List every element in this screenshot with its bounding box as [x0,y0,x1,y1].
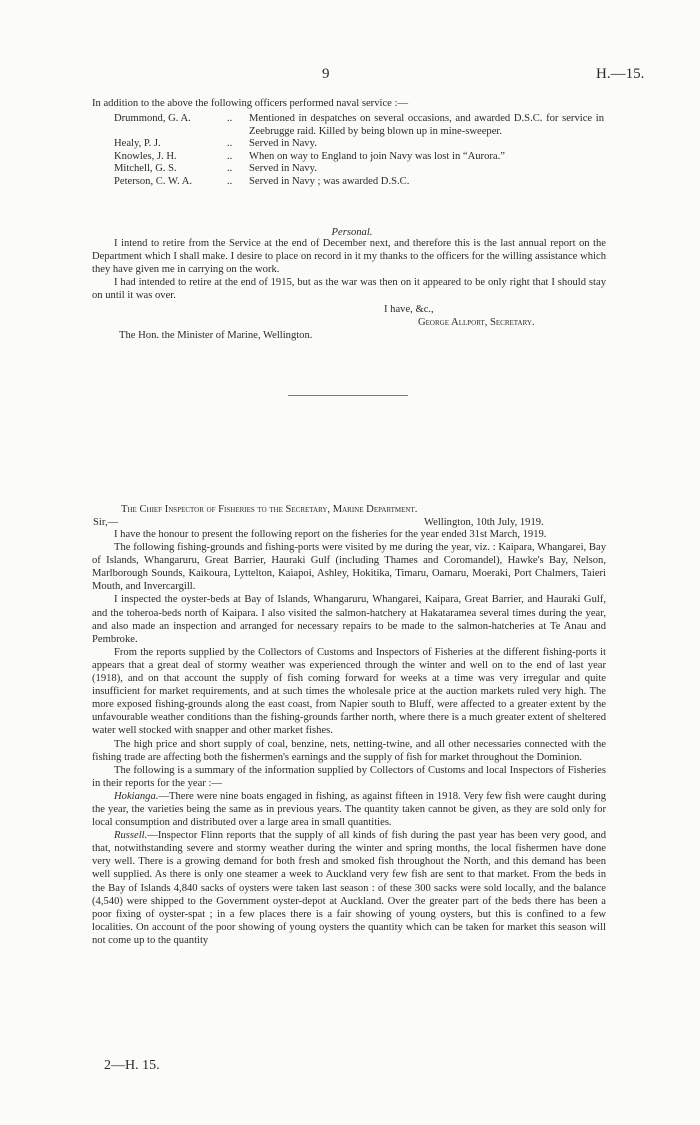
salutation: Sir,— [93,517,119,528]
officers-table [114,113,604,189]
table-row [114,113,604,138]
leader-dots: .. [227,150,233,162]
signature: George Allport, Secretary. [418,317,535,328]
leader-dots: .. [227,138,233,150]
document-reference: H.—15. [596,66,645,82]
paragraph: From the reports supplied by the Collectors of Customs and Inspectors of Fisheries at the different fishing-ports it appears that a great deal of stormy weather was experienced through the winter and well on to the end of last year (1918), and on that account the supply of fish coming forward for weeks at a time was very irregular and quite insufficient for market requirements, and at such times the wholesale price at the auction markets ruled very high. The more exposed fishing-grounds along the east coast, from Napier south to Bluff, were affected to a greater extent by the unfavourable weather conditions than the fishing-grounds farther north, where there is a much greater extent of sheltered water well stocked with snapper and other market fishes. [92,646,606,737]
officer-name: Drummond, G. A. [114,113,191,124]
signature-mark: 2—H. 15. [104,1058,160,1073]
paragraph-text: —There were nine boats engaged in fishing, as against fifteen in 1918. Very few fish were caught during the year, the varieties being the same as in previous years. The quantity taken cannot be given, as they are sold only for local consumption and distributed over a large area in small quantities. [92,790,606,829]
paragraph: I had intended to retire at the end of 1915, but as the war was then on it appeared to be only right that I should stay on until it was over. [92,277,606,302]
officer-detail: Served in Navy. [249,138,317,150]
paragraph: The following fishing-grounds and fishing-ports were visited by me during the year, viz. : Kaipara, Whangarei, Bay of Islands, Whangaruru, Great Barrier, Hauraki Gulf (including Thames and Coromandel), Hawke's Bay, Nelson, Marlborough Sounds, Kaikoura, Lyttelton, Kaiapoi, Ashley, Hokitika, Timaru, Oamaru, Moeraki, Port Chalmers, Taieri Mouth, and Invercargill. [92,542,606,593]
leader-dots: .. [227,113,233,124]
intro-line: In addition to the above the following officers performed naval service :— [92,98,409,109]
table-row [114,163,604,176]
report-heading: The Chief Inspector of Fisheries to the Secretary, Marine Department. [121,504,418,515]
report-body [92,528,606,947]
table-row [114,151,604,164]
personal-paragraphs [92,237,606,302]
officer-name: Healy, P. J. [114,138,161,150]
officer-detail: Served in Navy ; was awarded D.S.C. [249,175,410,187]
officer-detail: Served in Navy. [249,163,317,175]
officer-detail: Mentioned in despatches on several occasions, and awarded D.S.C. for service in Zeebrugge raid. Killed by being blown up in mine-sweeper. [249,113,604,137]
table-row [114,138,604,151]
paragraph: I have the honour to present the following report on the fisheries for the year ended 31st March, 1919. [114,529,547,540]
paragraph: I inspected the oyster-beds at Bay of Islands, Whangaruru, Whangarei, Kaipara, Great Barrier, and Hauraki Gulf, and the toheroa-beds north of Kaipara. I also visited the salmon-hatchery at Hakataramea several times during the year, and also made an inspection and arranged for necessary repairs to be made to the salmon-hatcheries at Te Anau and Pembroke. [92,594,606,645]
section-divider [288,395,408,396]
paragraph-hokianga [92,790,606,829]
paragraph: I intend to retire from the Service at the end of December next, and therefore this is the last annual report on the Department which I shall make. I desire to place on record in it my thanks to the officers for the willing assistance which they have given me in carrying on the work. [92,238,606,276]
officer-name: Mitchell, G. S. [114,163,177,175]
paragraph: The following is a summary of the information supplied by Collectors of Customs and local Inspectors of Fisheries in their reports for the year :— [92,764,606,789]
page-number: 9 [322,66,330,82]
officer-name: Knowles, J. H. [114,150,177,162]
section-heading-personal: Personal. [331,227,373,238]
place-name: Hokianga. [114,790,159,802]
addressee: The Hon. the Minister of Marine, Wellington. [119,330,313,341]
table-row [114,176,604,189]
officer-detail: When on way to England to join Navy was lost in “Aurora.” [249,150,505,162]
paragraph-text: —Inspector Flinn reports that the supply of all kinds of fish during the past year has been very good, and that, notwithstanding severe and stormy weather during the winter and spring months, the local fishermen have done very well. There is a growing demand for both fresh and smoked fish throughout the North, and this demand has been well supplied. As there is only one steamer a week to Auckland very few fish are sent to that market. From the beds in the Bay of Islands 4,840 sacks of oysters were taken last season : of these 300 sacks were sold locally, and the balance (4,540) were shipped to the Government oyster-depot at Auckland. Over the greater part of the beds there has been a poor fixing of oyster-spat ; in a few places there is a fair showing of young oysters, but this is confined to a few localities. On account of the poor showing of young oysters the quantity which can be taken for market this season will not come up to the quantity [92,830,606,946]
place-name: Russell. [114,830,148,842]
officer-name: Peterson, C. W. A. [114,175,192,187]
leader-dots: .. [227,175,233,187]
paragraph: The high price and short supply of coal, benzine, nets, netting-twine, and all other necessaries connected with the fishing trade are affecting both the fishermen's earnings and the supply of fish for market throughout the Dominion. [92,738,606,763]
closing-formula: I have, &c., [384,304,434,315]
leader-dots: .. [227,163,233,175]
report-date: Wellington, 10th July, 1919. [424,517,544,528]
paragraph-russell [92,829,606,947]
